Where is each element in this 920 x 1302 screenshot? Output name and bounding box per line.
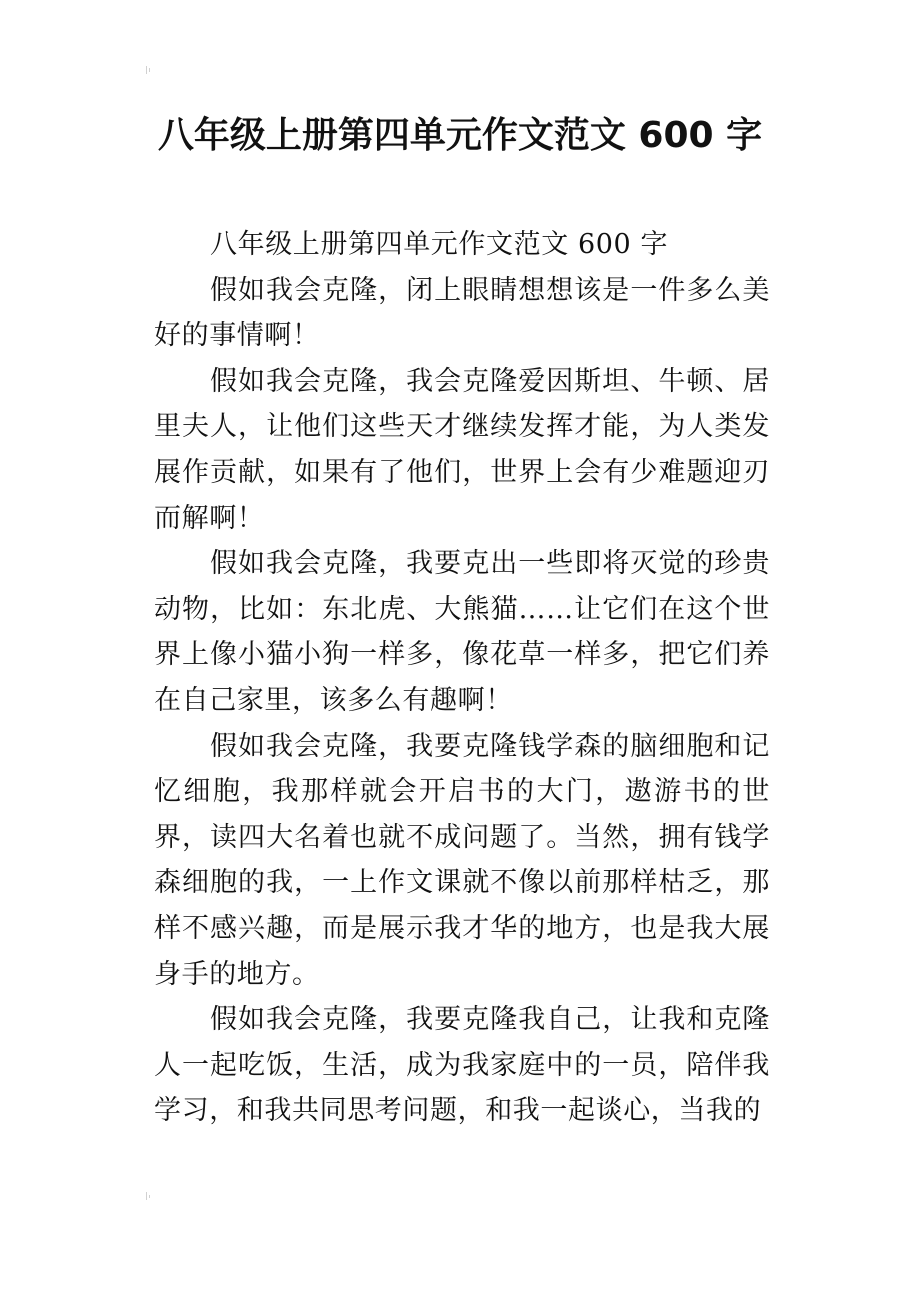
paragraph: 假如我会克隆，我要克隆钱学森的脑细胞和记忆细胞，我那样就会开启书的大门，遨游书的世界，读四大名着也就不成问题了。当然，拥有钱学森细胞的我，一上作文课就不像以前那样枯乏，那样不感兴趣，而是展示我才华的地方，也是我大展身手的地方。: [154, 730, 770, 990]
document-body: [154, 222, 770, 1134]
paragraph: 假如我会克隆，我会克隆爱因斯坦、牛顿、居里夫人，让他们这些天才继续发挥才能，为人类发展作贡献，如果有了他们，世界上会有少难题迎刃而解啊！: [154, 365, 770, 534]
corner-mark-top: [146, 66, 154, 74]
paragraph: 假如我会克隆，我要克隆我自己，让我和克隆人一起吃饭，生活，成为我家庭中的一员，陪伴我学习，和我共同思考问题，和我一起谈心，当我的: [154, 1004, 770, 1127]
paragraph: 八年级上册第四单元作文范文 600 字: [210, 229, 669, 260]
paragraph: 假如我会克隆，我要克出一些即将灭觉的珍贵动物，比如：东北虎、大熊猫……让它们在这个世界上像小猫小狗一样多，像花草一样多，把它们养在自己家里，该多么有趣啊！: [154, 548, 770, 716]
paragraph: 假如我会克隆，闭上眼睛想想该是一件多么美好的事情啊！: [154, 274, 770, 352]
corner-mark-bottom: [146, 1192, 154, 1200]
page-title: 八年级上册第四单元作文范文 600 字: [157, 115, 763, 156]
